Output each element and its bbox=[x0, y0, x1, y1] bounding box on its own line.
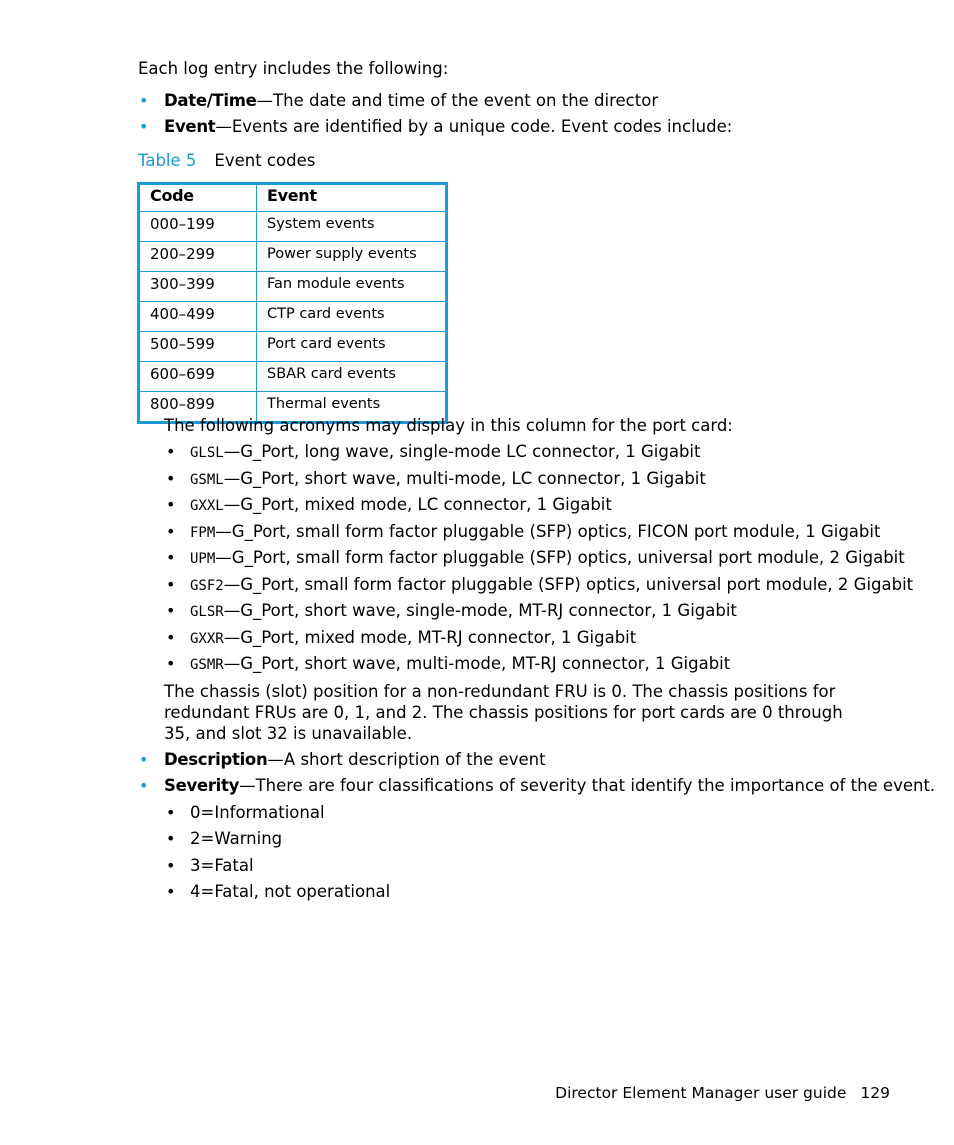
table-header-row bbox=[139, 184, 447, 212]
table-header-event: Event bbox=[257, 184, 447, 212]
bullet-marker: • bbox=[139, 91, 149, 110]
bullet-term: Severity bbox=[164, 776, 240, 795]
severity-item: 0=Informational bbox=[190, 803, 325, 822]
table-cell-code: 200–299 bbox=[139, 242, 257, 272]
acronym-text: —G_Port, small form factor pluggable (SFP) optics, universal port module, 2 Gigabit bbox=[215, 548, 905, 567]
bullet-marker: • bbox=[166, 856, 176, 875]
table-cell-code: 800–899 bbox=[150, 395, 215, 413]
table-caption-title: Event codes bbox=[214, 151, 316, 170]
bullet-marker: • bbox=[166, 803, 176, 822]
bullet-text: —The date and time of the event on the director bbox=[256, 91, 659, 110]
table-cell-event: Fan module events bbox=[257, 272, 447, 302]
bullet-marker: • bbox=[166, 442, 176, 461]
acronym-item bbox=[190, 495, 612, 516]
footer-title: Director Element Manager user guide bbox=[555, 1084, 847, 1102]
table-row bbox=[139, 332, 447, 362]
acronym-text: —G_Port, short wave, single-mode, MT-RJ connector, 1 Gigabit bbox=[223, 601, 737, 620]
acronym-item bbox=[190, 442, 701, 463]
acronym-code: FPM bbox=[190, 525, 216, 541]
bullet-date-time bbox=[164, 91, 658, 111]
bullet-marker: • bbox=[139, 776, 149, 795]
bullet-marker: • bbox=[166, 829, 176, 848]
acronym-code: GSMR bbox=[190, 657, 224, 673]
severity-item: 2=Warning bbox=[190, 829, 283, 848]
table-cell-event: Thermal events bbox=[257, 392, 447, 423]
table-cell-code: 500–599 bbox=[139, 332, 257, 362]
severity-item: 4=Fatal, not operational bbox=[190, 882, 391, 901]
bullet-text: —There are four classifications of severity that identify the importance of the event. bbox=[239, 776, 936, 795]
severity-item: 3=Fatal bbox=[190, 856, 254, 875]
intro-text: Each log entry includes the following: bbox=[138, 59, 449, 78]
bullet-term: Date/Time bbox=[164, 91, 257, 110]
acronym-code: GXXL bbox=[190, 498, 224, 514]
table-cell-code: 000–199 bbox=[139, 212, 257, 242]
bullet-marker: • bbox=[166, 882, 176, 901]
acronym-item bbox=[190, 575, 913, 596]
table-row bbox=[139, 362, 447, 392]
acronym-text: —G_Port, long wave, single-mode LC connector, 1 Gigabit bbox=[223, 442, 701, 461]
acronym-code: GLSR bbox=[190, 604, 224, 620]
acronym-text: —G_Port, mixed mode, MT-RJ connector, 1 Gigabit bbox=[223, 628, 637, 647]
acronym-item bbox=[190, 601, 737, 622]
acronym-code: GSML bbox=[190, 472, 224, 488]
acronym-item bbox=[190, 628, 636, 649]
acronym-text: —G_Port, mixed mode, LC connector, 1 Gigabit bbox=[223, 495, 612, 514]
acronym-text: —G_Port, small form factor pluggable (SFP) optics, FICON port module, 1 Gigabit bbox=[215, 522, 881, 541]
acronym-item bbox=[190, 654, 730, 675]
acronym-code: UPM bbox=[190, 551, 216, 567]
bullet-event bbox=[164, 117, 732, 137]
acronym-item bbox=[190, 548, 905, 569]
bullet-description bbox=[164, 750, 546, 770]
event-codes-table bbox=[137, 182, 448, 424]
bullet-severity bbox=[164, 776, 935, 796]
table-row bbox=[139, 212, 447, 242]
table-cell-event: Port card events bbox=[257, 332, 447, 362]
bullet-text: —Events are identified by a unique code. Event codes include: bbox=[215, 117, 733, 136]
table-row bbox=[139, 302, 447, 332]
acronym-item bbox=[190, 469, 706, 490]
table-cell-code: 300–399 bbox=[139, 272, 257, 302]
table-cell-event: System events bbox=[257, 212, 447, 242]
table-row bbox=[139, 272, 447, 302]
bullet-marker: • bbox=[166, 575, 176, 594]
bullet-term: Event bbox=[164, 117, 216, 136]
chassis-note: The chassis (slot) position for a non-redundant FRU is 0. The chassis positions for redundant FRUs are 0, 1, and 2. The chassis positions for port cards are 0 through 35, and slot 32 is unavailable. bbox=[164, 682, 843, 743]
table-row bbox=[139, 242, 447, 272]
table-header-code: Code bbox=[139, 184, 257, 212]
table-caption-label: Table 5 bbox=[138, 151, 197, 170]
table-cell-code: 400–499 bbox=[139, 302, 257, 332]
page-footer bbox=[555, 1084, 890, 1102]
table-cell-event: CTP card events bbox=[257, 302, 447, 332]
acronym-item bbox=[190, 522, 880, 543]
bullet-marker: • bbox=[166, 495, 176, 514]
bullet-marker: • bbox=[166, 601, 176, 620]
bullet-marker: • bbox=[166, 654, 176, 673]
table-cell-event: Power supply events bbox=[257, 242, 447, 272]
acronym-code: GLSL bbox=[190, 445, 224, 461]
acronym-text: —G_Port, small form factor pluggable (SFP) optics, universal port module, 2 Gigabit bbox=[223, 575, 914, 594]
acronyms-intro: The following acronyms may display in this column for the port card: bbox=[164, 416, 733, 435]
acronym-code: GSF2 bbox=[190, 578, 224, 594]
table-cell-event: SBAR card events bbox=[257, 362, 447, 392]
bullet-marker: • bbox=[166, 522, 176, 541]
bullet-marker: • bbox=[166, 628, 176, 647]
acronym-code: GXXR bbox=[190, 631, 224, 647]
table-cell-code: 600–699 bbox=[139, 362, 257, 392]
bullet-marker: • bbox=[166, 469, 176, 488]
bullet-marker: • bbox=[166, 548, 176, 567]
table-caption bbox=[138, 151, 315, 171]
page-number: 129 bbox=[860, 1084, 890, 1102]
acronym-text: —G_Port, short wave, multi-mode, LC connector, 1 Gigabit bbox=[223, 469, 706, 488]
bullet-marker: • bbox=[139, 750, 149, 769]
acronym-text: —G_Port, short wave, multi-mode, MT-RJ connector, 1 Gigabit bbox=[223, 654, 731, 673]
bullet-text: —A short description of the event bbox=[267, 750, 546, 769]
bullet-term: Description bbox=[164, 750, 268, 769]
bullet-marker: • bbox=[139, 117, 149, 136]
